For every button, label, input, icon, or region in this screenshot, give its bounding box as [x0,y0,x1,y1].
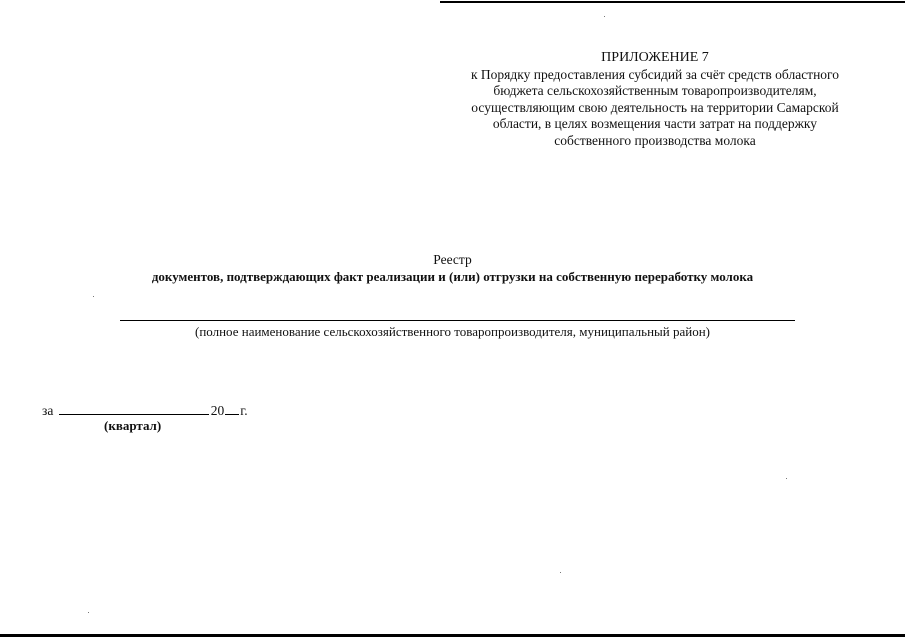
scan-speck [88,612,89,613]
appendix-line: собственного производства молока [554,132,756,148]
register-heading [0,251,905,285]
appendix-line: области, в целях возмещения части затрат на поддержку [492,116,818,131]
appendix-line: осуществляющим свою деятельность на территории Самарской [471,99,839,115]
scan-speck [560,572,561,573]
register-title: Реестр [433,252,472,267]
appendix-line: бюджета сельскохозяйственным товаропроизводителям, [493,83,817,98]
year-blank [225,402,239,415]
scan-speck [786,478,787,479]
producer-name-caption: (полное наименование сельскохозяйственного товаропроизводителя, муниципальный район) [195,324,710,339]
period-prefix: за [42,403,54,418]
period-year-prefix: 20 [210,403,225,418]
appendix-header [440,50,870,149]
period-line [42,402,248,419]
scan-speck [604,16,605,17]
register-subtitle: документов, подтверждающих факт реализации и (или) отгрузки на собственную переработку молока [151,269,754,284]
period-suffix: г. [240,403,248,418]
producer-name-line [120,320,795,321]
scan-speck [93,296,94,297]
top-border-line [440,1,905,3]
appendix-title: ПРИЛОЖЕНИЕ 7 [601,50,709,65]
quarter-blank [59,402,209,415]
appendix-line: к Порядку предоставления субсидий за счёт средств областного [470,66,840,82]
quarter-caption: (квартал) [104,418,162,433]
bottom-border-line [0,634,905,637]
